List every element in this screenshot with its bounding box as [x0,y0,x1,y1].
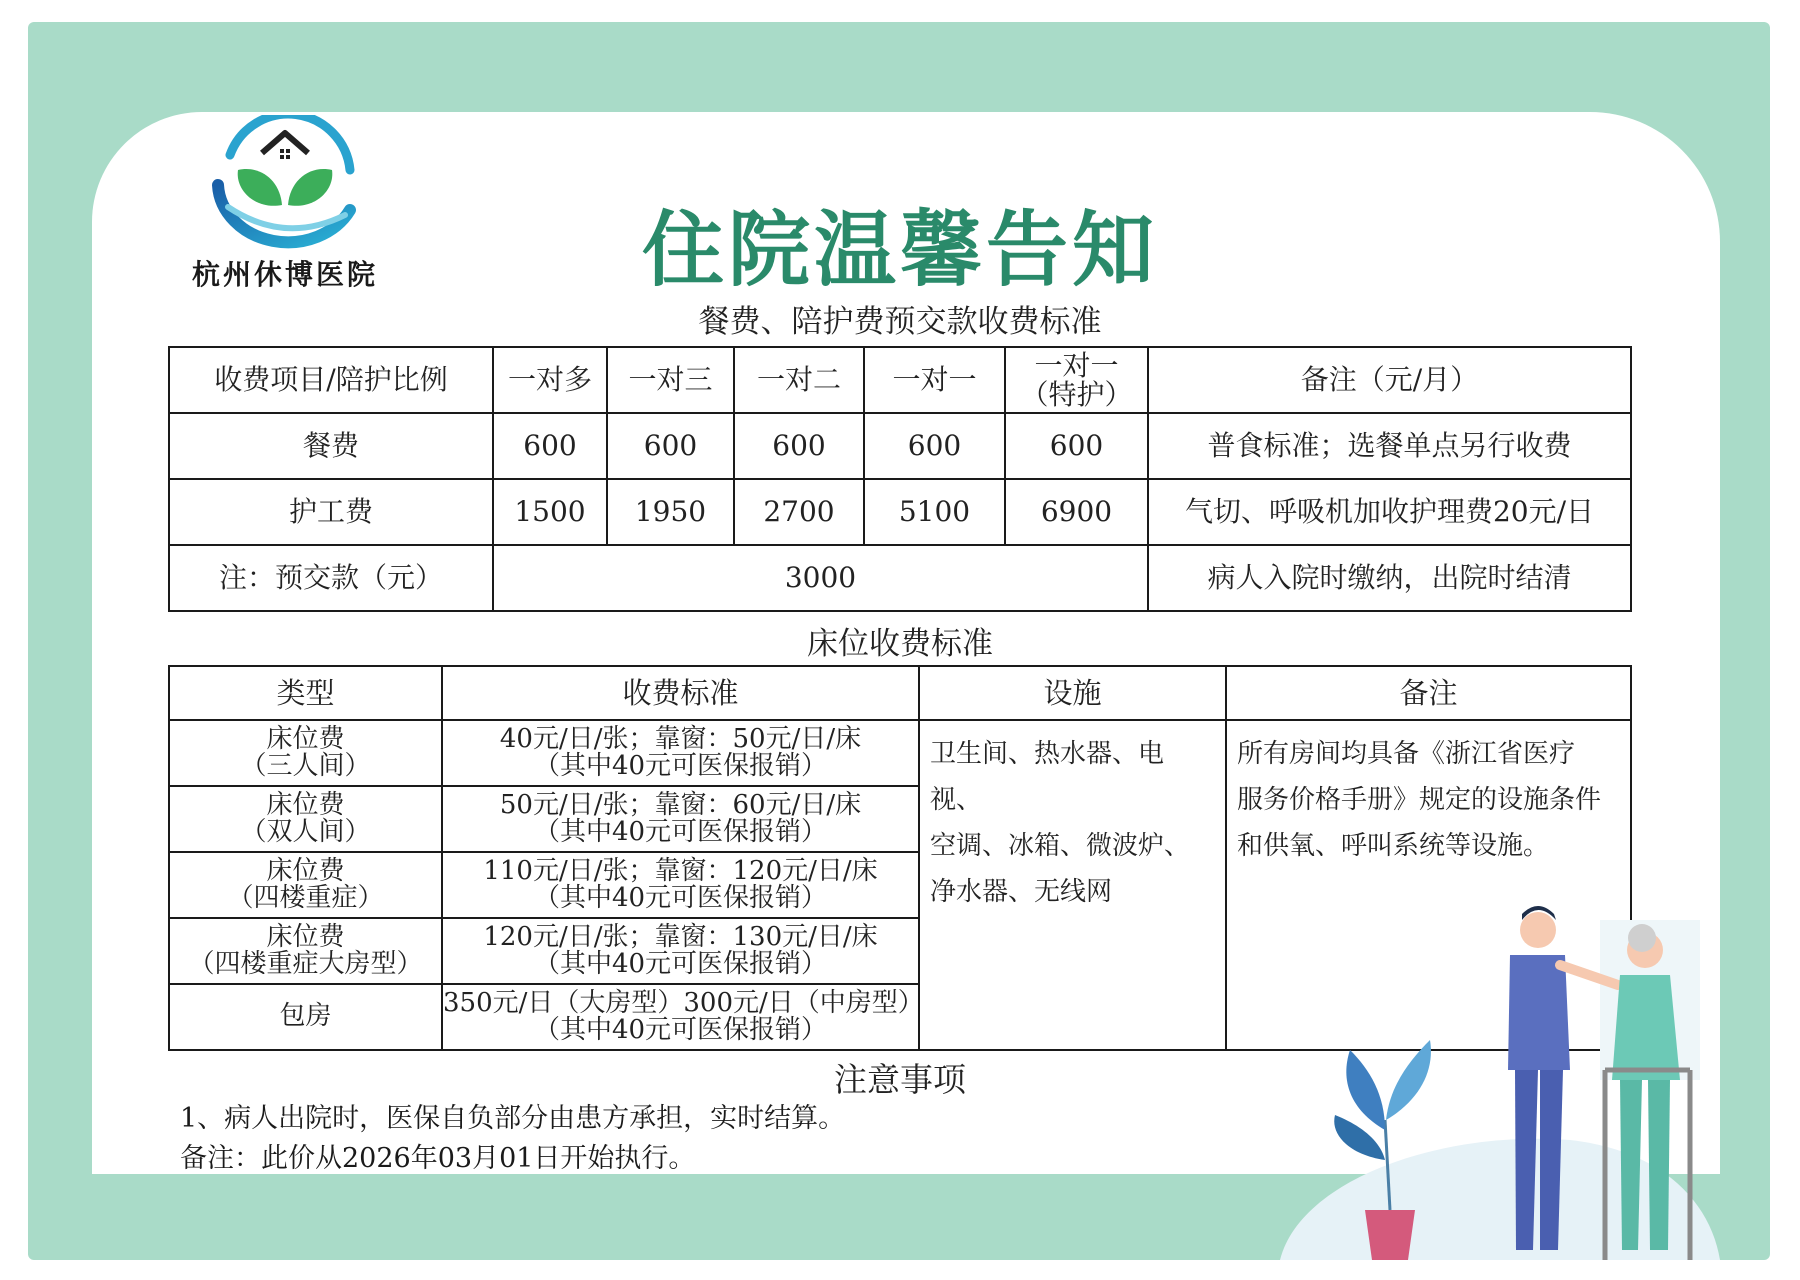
facilities-cell [919,720,1226,1050]
bed-type: 包房 [279,1001,332,1032]
bed-type: 床位费 [266,789,345,820]
fee-line: 50元/日/张；靠窗：60元/日/床 [499,789,862,820]
row-note: 普食标准；选餐单点另行收费 [1148,413,1631,479]
bed-type-detail: （双人间） [240,817,371,847]
fee-insurance: （其中40元可医保报销） [533,751,828,781]
fee-line: 120元/日/张；靠窗：130元/日/床 [483,921,878,952]
table-cell: 600 [864,413,1005,479]
fee-cell [442,720,919,786]
table-cell: 5100 [864,479,1005,545]
header-cell: 收费项目/陪护比例 [169,347,493,413]
bed-type-cell [169,786,442,852]
table-cell: 600 [607,413,734,479]
header-cell: 一对三 [607,347,734,413]
section2-title: 床位收费标准 [807,626,993,662]
deposit-row [169,545,1631,611]
header-cell-special [1005,347,1148,413]
fee-cell [442,918,919,984]
header-cell: 一对多 [493,347,607,413]
header-special-line2: （特护） [1020,378,1133,411]
bed-type-cell [169,720,442,786]
section1-title: 餐费、陪护费预交款收费标准 [698,304,1102,340]
note-item: 1、病人出院时，医保自负部分由患方承担，实时结算。 [180,1103,846,1134]
table-cell: 2700 [734,479,864,545]
fee-line: 350元/日（大房型）300元/日（中房型） [443,987,924,1018]
table-row [169,479,1631,545]
fee-insurance: （其中40元可医保报销） [533,1015,828,1045]
row-label: 餐费 [169,413,493,479]
bed-type-detail: （三人间） [240,751,371,781]
table-header-row [169,347,1631,413]
table-row [169,720,1631,786]
header-cell: 收费标准 [442,666,919,720]
remark-line: 和供氧、呼叫系统等设施。 [1237,831,1550,861]
header-special-line1: 一对一 [1034,348,1119,382]
table-cell: 6900 [1005,479,1148,545]
fee-insurance: （其中40元可医保报销） [533,949,828,979]
hospital-logo-icon [200,115,370,255]
bed-type: 床位费 [266,855,345,886]
header-cell: 一对一 [864,347,1005,413]
bed-type-cell [169,852,442,918]
caregiver-illustration [1240,880,1720,1260]
remark-line: 所有房间均具备《浙江省医疗 [1237,739,1576,769]
note-item: 备注：此价从2026年03月01日开始执行。 [180,1143,696,1174]
facility-line: 净水器、无线网 [930,877,1113,907]
fee-line: 40元/日/张；靠窗：50元/日/床 [499,723,862,754]
hospital-name: 杭州休博医院 [191,258,378,291]
header-cell: 备注（元/月） [1148,347,1631,413]
table-cell: 1500 [493,479,607,545]
remark-line: 服务价格手册》规定的设施条件 [1237,785,1602,815]
header-cell: 设施 [919,666,1226,720]
table-header-row [169,666,1631,720]
deposit-label: 注：预交款（元） [169,545,493,611]
row-note: 气切、呼吸机加收护理费20元/日 [1148,479,1631,545]
facility-line: 空调、冰箱、微波炉、 [930,831,1191,861]
fee-insurance: （其中40元可医保报销） [533,817,828,847]
facility-line: 卫生间、热水器、电视、 [930,739,1165,815]
hospital-logo [170,115,400,295]
meal-care-fee-table [168,346,1632,612]
bed-type: 床位费 [266,723,345,754]
fee-line: 110元/日/张；靠窗：120元/日/床 [483,855,878,886]
header-cell: 备注 [1226,666,1631,720]
fee-cell [442,852,919,918]
bed-type-cell [169,918,442,984]
bed-type: 床位费 [266,921,345,952]
bed-type-cell [169,984,442,1050]
fee-cell [442,786,919,852]
table-row [169,413,1631,479]
notes-title: 注意事项 [834,1060,966,1099]
bed-type-detail: （四楼重症） [227,883,384,913]
table-cell: 600 [1005,413,1148,479]
header-cell: 一对二 [734,347,864,413]
table-cell: 600 [493,413,607,479]
table-cell: 1950 [607,479,734,545]
page-title: 住院温馨告知 [641,202,1158,298]
table-cell: 600 [734,413,864,479]
row-label: 护工费 [169,479,493,545]
deposit-note: 病人入院时缴纳，出院时结清 [1148,545,1631,611]
bed-type-detail: （四楼重症大房型） [188,949,423,979]
fee-cell [442,984,924,1050]
header-cell: 类型 [169,666,442,720]
fee-insurance: （其中40元可医保报销） [533,883,828,913]
deposit-value: 3000 [493,545,1148,611]
